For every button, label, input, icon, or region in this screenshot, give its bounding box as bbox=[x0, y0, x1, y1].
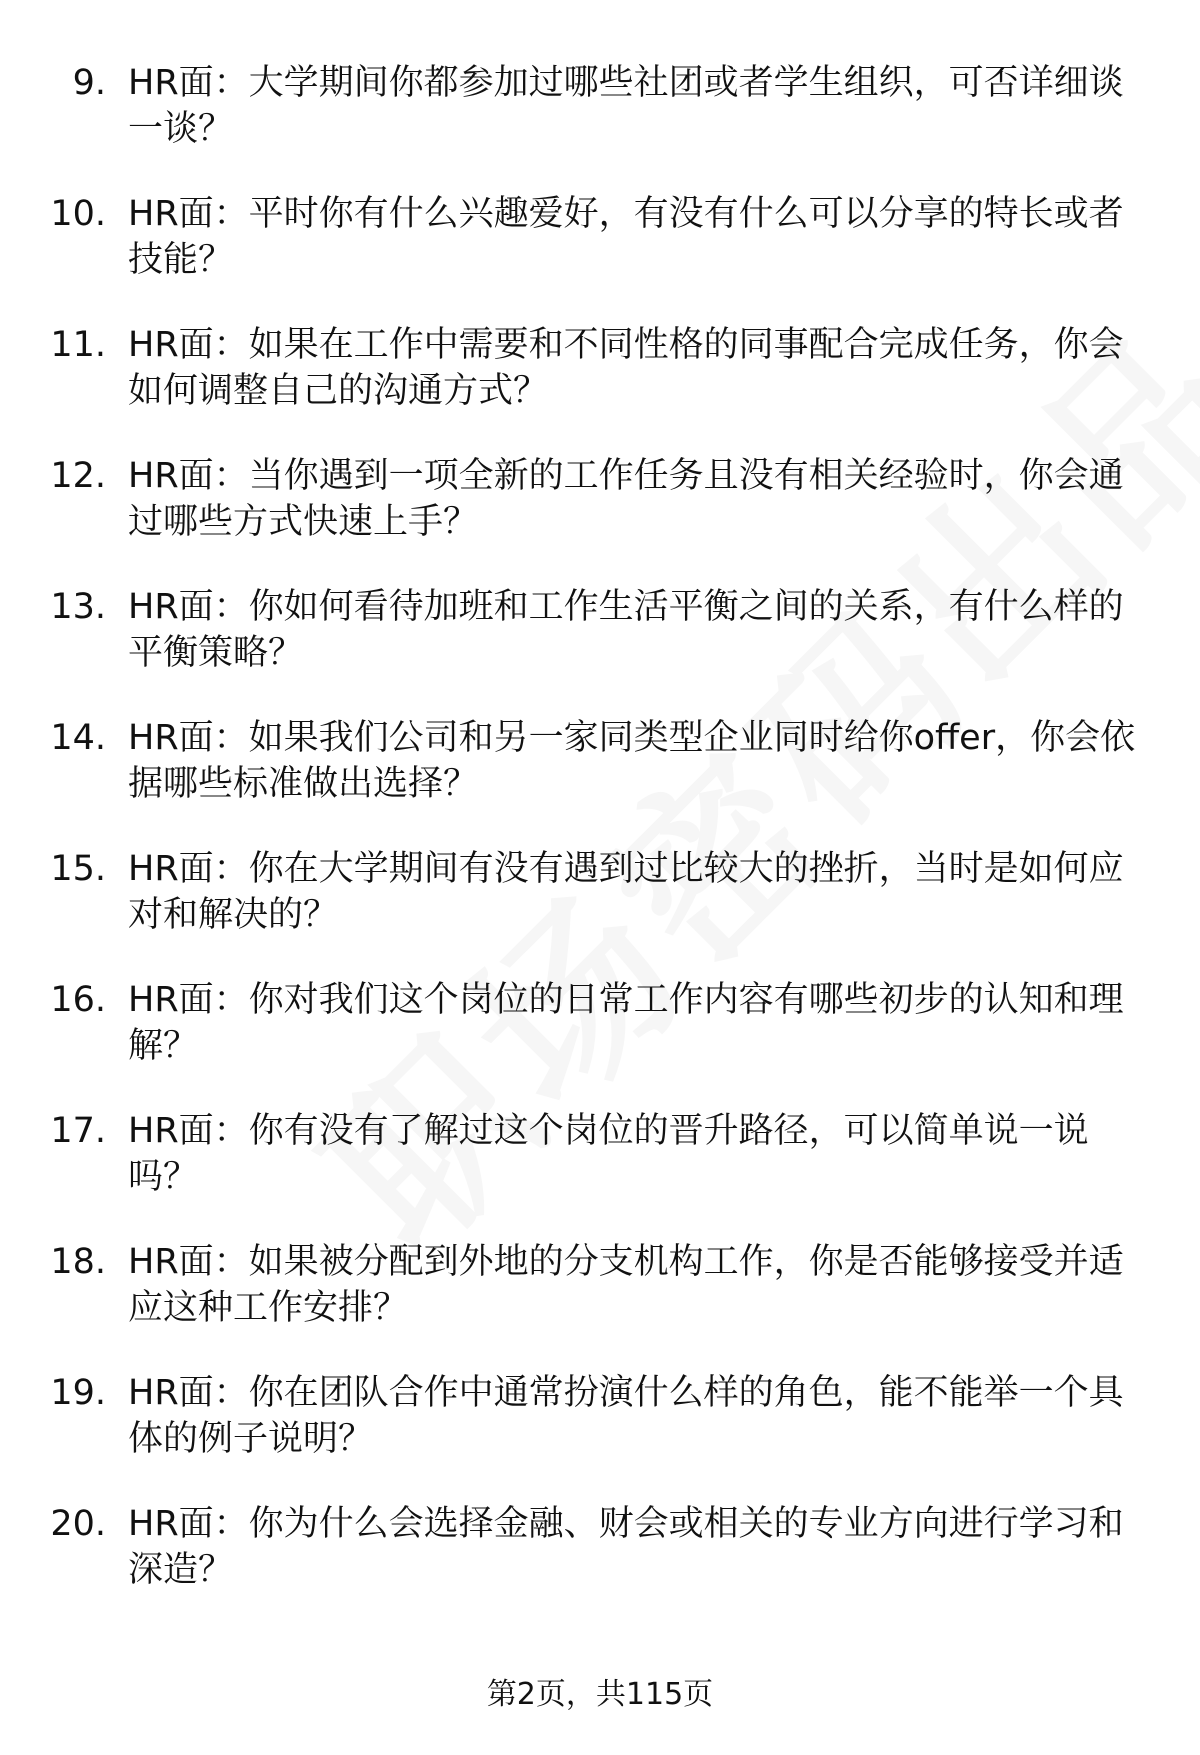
question-text: HR面：平时你有什么兴趣爱好，有没有什么可以分享的特长或者技能？ bbox=[128, 194, 1124, 280]
question-number: 16. bbox=[50, 980, 106, 1020]
list-item bbox=[0, 977, 1200, 1108]
question-list bbox=[0, 60, 1200, 1632]
list-item bbox=[0, 60, 1200, 191]
list-item bbox=[0, 1501, 1200, 1632]
question-text: HR面：你在团队合作中通常扮演什么样的角色，能不能举一个具体的例子说明？ bbox=[128, 1373, 1124, 1459]
list-item bbox=[0, 584, 1200, 715]
question-number: 13. bbox=[50, 587, 106, 627]
question-number: 18. bbox=[50, 1242, 106, 1282]
question-text: HR面：你为什么会选择金融、财会或相关的专业方向进行学习和深造？ bbox=[128, 1504, 1124, 1590]
list-item bbox=[0, 322, 1200, 453]
list-item bbox=[0, 1370, 1200, 1501]
question-text: HR面：你有没有了解过这个岗位的晋升路径，可以简单说一说吗？ bbox=[128, 1111, 1089, 1197]
question-text: HR面：你在大学期间有没有遇到过比较大的挫折，当时是如何应对和解决的？ bbox=[128, 849, 1124, 935]
question-text: HR面：当你遇到一项全新的工作任务且没有相关经验时，你会通过哪些方式快速上手？ bbox=[128, 456, 1124, 542]
question-number: 17. bbox=[50, 1111, 106, 1151]
list-item bbox=[0, 191, 1200, 322]
page-footer: 第2页，共115页 bbox=[486, 1677, 714, 1712]
question-number: 15. bbox=[50, 849, 106, 889]
list-item bbox=[0, 1108, 1200, 1239]
question-text: HR面：如果被分配到外地的分支机构工作，你是否能够接受并适应这种工作安排？ bbox=[128, 1242, 1124, 1328]
list-item bbox=[0, 453, 1200, 584]
question-number: 14. bbox=[50, 718, 106, 758]
question-text: HR面：如果在工作中需要和不同性格的同事配合完成任务，你会如何调整自己的沟通方式？ bbox=[128, 325, 1124, 411]
question-text: HR面：你如何看待加班和工作生活平衡之间的关系，有什么样的平衡策略？ bbox=[128, 587, 1124, 673]
question-number: 20. bbox=[50, 1504, 106, 1544]
list-item bbox=[0, 846, 1200, 977]
question-number: 12. bbox=[50, 456, 106, 496]
list-item bbox=[0, 715, 1200, 846]
list-item bbox=[0, 1239, 1200, 1370]
question-number: 11. bbox=[50, 325, 106, 365]
question-text: HR面：大学期间你都参加过哪些社团或者学生组织，可否详细谈一谈？ bbox=[128, 63, 1124, 149]
question-number: 9. bbox=[72, 63, 106, 103]
question-number: 19. bbox=[50, 1373, 106, 1413]
question-text: HR面：如果我们公司和另一家同类型企业同时给你offer，你会依据哪些标准做出选择？ bbox=[128, 718, 1136, 804]
question-text: HR面：你对我们这个岗位的日常工作内容有哪些初步的认知和理解？ bbox=[128, 980, 1124, 1066]
question-number: 10. bbox=[50, 194, 106, 234]
